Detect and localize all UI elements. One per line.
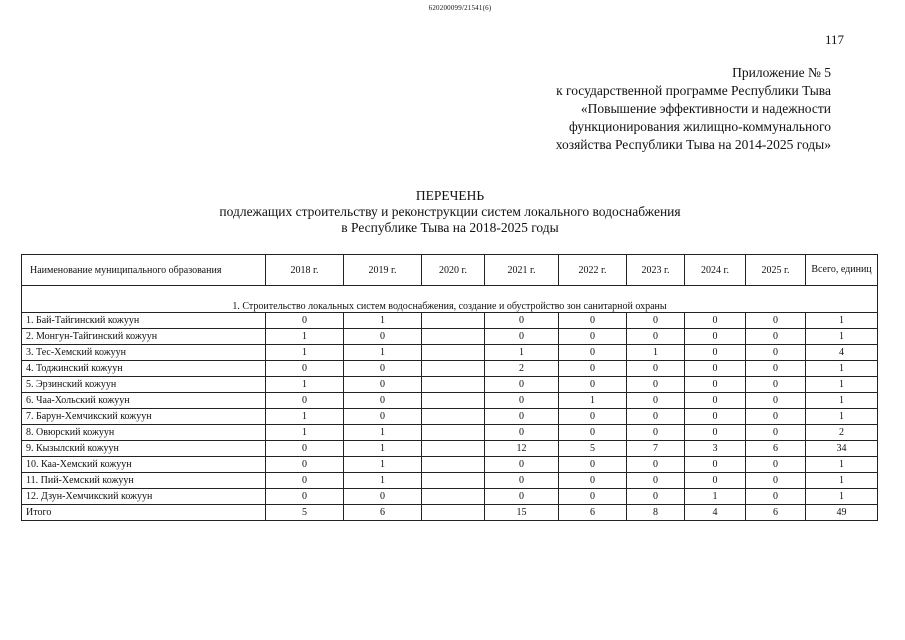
table-cell: 1 [344, 425, 422, 441]
table-cell [422, 313, 485, 329]
municipality-name: 2. Монгун-Тайгинский кожуун [22, 329, 266, 345]
table-cell: 0 [685, 377, 746, 393]
table-cell: 0 [746, 329, 806, 345]
appendix-line: функционирования жилищно-коммунального [568, 119, 831, 134]
table-cell: 1 [806, 377, 878, 393]
table-cell: 0 [485, 425, 559, 441]
heading-subtitle-line: в Республике Тыва на 2018-2025 годы [341, 220, 559, 235]
table-cell: 1 [485, 345, 559, 361]
table-cell: 0 [559, 489, 627, 505]
table-cell: 1 [344, 345, 422, 361]
table-cell: 0 [746, 425, 806, 441]
table-cell: 0 [485, 473, 559, 489]
table-cell: 0 [344, 393, 422, 409]
table-cell: 0 [627, 425, 685, 441]
table-cell [422, 489, 485, 505]
table-row [22, 425, 878, 441]
table-cell: 0 [485, 489, 559, 505]
table-cell: 0 [485, 393, 559, 409]
table-cell: 0 [627, 313, 685, 329]
municipality-name: 6. Чаа-Хольский кожуун [22, 393, 266, 409]
column-header: 2023 г. [627, 255, 685, 286]
table-cell: 0 [485, 409, 559, 425]
table-cell: 0 [559, 377, 627, 393]
table-cell: 6 [559, 505, 627, 521]
table-cell: 15 [485, 505, 559, 521]
table-cell: 6 [746, 441, 806, 457]
table-cell: 6 [746, 505, 806, 521]
table-cell: 6 [344, 505, 422, 521]
table-cell: 0 [344, 409, 422, 425]
table-cell: 0 [559, 313, 627, 329]
municipality-name: Итого [22, 505, 266, 521]
column-header: 2022 г. [559, 255, 627, 286]
table-cell: 2 [485, 361, 559, 377]
column-header: Наименование муниципального образования [22, 255, 266, 286]
table-cell: 1 [806, 361, 878, 377]
table-cell: 0 [627, 489, 685, 505]
municipality-name: 12. Дзун-Хемчикский кожуун [22, 489, 266, 505]
column-header: 2021 г. [485, 255, 559, 286]
table-row [22, 473, 878, 489]
municipality-name: 7. Барун-Хемчикский кожуун [22, 409, 266, 425]
table-cell [422, 505, 485, 521]
table-cell: 0 [746, 473, 806, 489]
table-cell: 0 [746, 361, 806, 377]
table-cell: 1 [266, 377, 344, 393]
table-cell: 4 [685, 505, 746, 521]
table-cell [422, 361, 485, 377]
municipality-name: 9. Кызылский кожуун [22, 441, 266, 457]
table-cell: 1 [344, 313, 422, 329]
heading-subtitle-line: подлежащих строительству и реконструкции систем локального водоснабжения [219, 204, 681, 219]
table-cell: 0 [344, 361, 422, 377]
table-cell: 0 [559, 329, 627, 345]
table-cell: 0 [559, 457, 627, 473]
table-cell: 0 [685, 361, 746, 377]
table-cell: 7 [627, 441, 685, 457]
column-header: 2024 г. [685, 255, 746, 286]
table-cell: 34 [806, 441, 878, 457]
table-cell: 1 [266, 425, 344, 441]
table-cell [422, 425, 485, 441]
table-cell: 0 [627, 329, 685, 345]
table-cell: 8 [627, 505, 685, 521]
table-cell: 0 [685, 345, 746, 361]
table-cell [422, 329, 485, 345]
table-row [22, 393, 878, 409]
page-number: 117 [824, 32, 844, 47]
table-cell [422, 345, 485, 361]
table-cell: 0 [627, 361, 685, 377]
table-cell [422, 409, 485, 425]
table-cell: 0 [559, 409, 627, 425]
table-cell: 0 [685, 457, 746, 473]
systems-table [21, 254, 878, 521]
section-title: 1. Строительство локальных систем водоснабжения, создание и обустройство зон санитарной охраны [22, 286, 878, 313]
municipality-name: 8. Овюрский кожуун [22, 425, 266, 441]
table-cell: 0 [485, 457, 559, 473]
appendix-line: Приложение № 5 [732, 65, 831, 80]
table-cell: 1 [344, 441, 422, 457]
municipality-name: 10. Каа-Хемский кожуун [22, 457, 266, 473]
table-cell: 1 [266, 329, 344, 345]
table-cell: 0 [266, 441, 344, 457]
table-cell: 0 [627, 473, 685, 489]
table-row [22, 457, 878, 473]
column-header: 2025 г. [746, 255, 806, 286]
table-cell: 0 [266, 457, 344, 473]
table-cell: 0 [746, 457, 806, 473]
table-cell: 0 [685, 409, 746, 425]
table-cell: 0 [344, 377, 422, 393]
table-cell [422, 457, 485, 473]
table-cell: 0 [559, 345, 627, 361]
table-cell: 0 [344, 489, 422, 505]
document-id: 620200099/21541(6) [428, 4, 492, 12]
table-cell: 1 [266, 409, 344, 425]
table-cell: 0 [627, 409, 685, 425]
table-cell: 0 [485, 313, 559, 329]
table-cell: 0 [485, 329, 559, 345]
table-cell: 0 [266, 489, 344, 505]
table-cell: 0 [627, 457, 685, 473]
table-row [22, 489, 878, 505]
table-header-row [22, 255, 878, 286]
table-cell: 0 [746, 489, 806, 505]
table-cell: 5 [266, 505, 344, 521]
municipality-name: 11. Пий-Хемский кожуун [22, 473, 266, 489]
table-cell: 1 [806, 393, 878, 409]
table-cell: 1 [344, 473, 422, 489]
table-cell [422, 473, 485, 489]
table-cell: 0 [559, 425, 627, 441]
table-cell: 0 [266, 313, 344, 329]
column-header: 2020 г. [422, 255, 485, 286]
table-cell: 0 [685, 313, 746, 329]
heading-title: ПЕРЕЧЕНЬ [415, 188, 485, 203]
column-header: 2019 г. [344, 255, 422, 286]
table-cell: 0 [746, 409, 806, 425]
table-row [22, 313, 878, 329]
table-cell: 1 [266, 345, 344, 361]
table-cell: 0 [559, 473, 627, 489]
table-cell: 12 [485, 441, 559, 457]
table-cell: 49 [806, 505, 878, 521]
table-cell: 0 [485, 377, 559, 393]
table-cell: 0 [559, 361, 627, 377]
table-cell: 0 [746, 345, 806, 361]
column-header: Всего, единиц [806, 255, 878, 286]
table-cell: 0 [266, 393, 344, 409]
table-cell: 1 [806, 313, 878, 329]
table-cell: 0 [627, 393, 685, 409]
table-cell: 1 [806, 329, 878, 345]
table-cell: 1 [806, 473, 878, 489]
table-cell: 1 [685, 489, 746, 505]
table-cell [422, 441, 485, 457]
table-row [22, 345, 878, 361]
document-heading [150, 188, 750, 236]
table-cell: 1 [806, 489, 878, 505]
table-cell: 1 [627, 345, 685, 361]
table-cell: 1 [344, 457, 422, 473]
table-row [22, 441, 878, 457]
table-cell: 0 [266, 361, 344, 377]
table-row [22, 377, 878, 393]
appendix-header [311, 64, 831, 154]
table-cell: 0 [746, 377, 806, 393]
table-cell: 0 [746, 393, 806, 409]
table-cell: 0 [266, 473, 344, 489]
table-cell: 3 [685, 441, 746, 457]
table-cell: 5 [559, 441, 627, 457]
column-header: 2018 г. [266, 255, 344, 286]
municipality-name: 3. Тес-Хемский кожуун [22, 345, 266, 361]
table-cell: 0 [627, 377, 685, 393]
appendix-line: «Повышение эффективности и надежности [580, 101, 831, 116]
section-row [22, 286, 878, 313]
table-cell: 1 [806, 409, 878, 425]
municipality-name: 4. Тоджинский кожуун [22, 361, 266, 377]
total-row [22, 505, 878, 521]
table-cell: 0 [685, 329, 746, 345]
table-row [22, 329, 878, 345]
table-cell [422, 393, 485, 409]
table-cell: 0 [685, 425, 746, 441]
municipality-name: 1. Бай-Тайгинский кожуун [22, 313, 266, 329]
table-cell [422, 377, 485, 393]
table-row [22, 409, 878, 425]
table-cell: 1 [559, 393, 627, 409]
table-cell: 2 [806, 425, 878, 441]
table-cell: 0 [685, 393, 746, 409]
table-cell: 4 [806, 345, 878, 361]
appendix-line: к государственной программе Республики Тыва [556, 83, 831, 98]
table-cell: 0 [746, 313, 806, 329]
table-cell: 0 [344, 329, 422, 345]
table-cell: 0 [685, 473, 746, 489]
table-cell: 1 [806, 457, 878, 473]
municipality-name: 5. Эрзинский кожуун [22, 377, 266, 393]
appendix-line: хозяйства Республики Тыва на 2014-2025 годы» [555, 137, 831, 152]
table-row [22, 361, 878, 377]
